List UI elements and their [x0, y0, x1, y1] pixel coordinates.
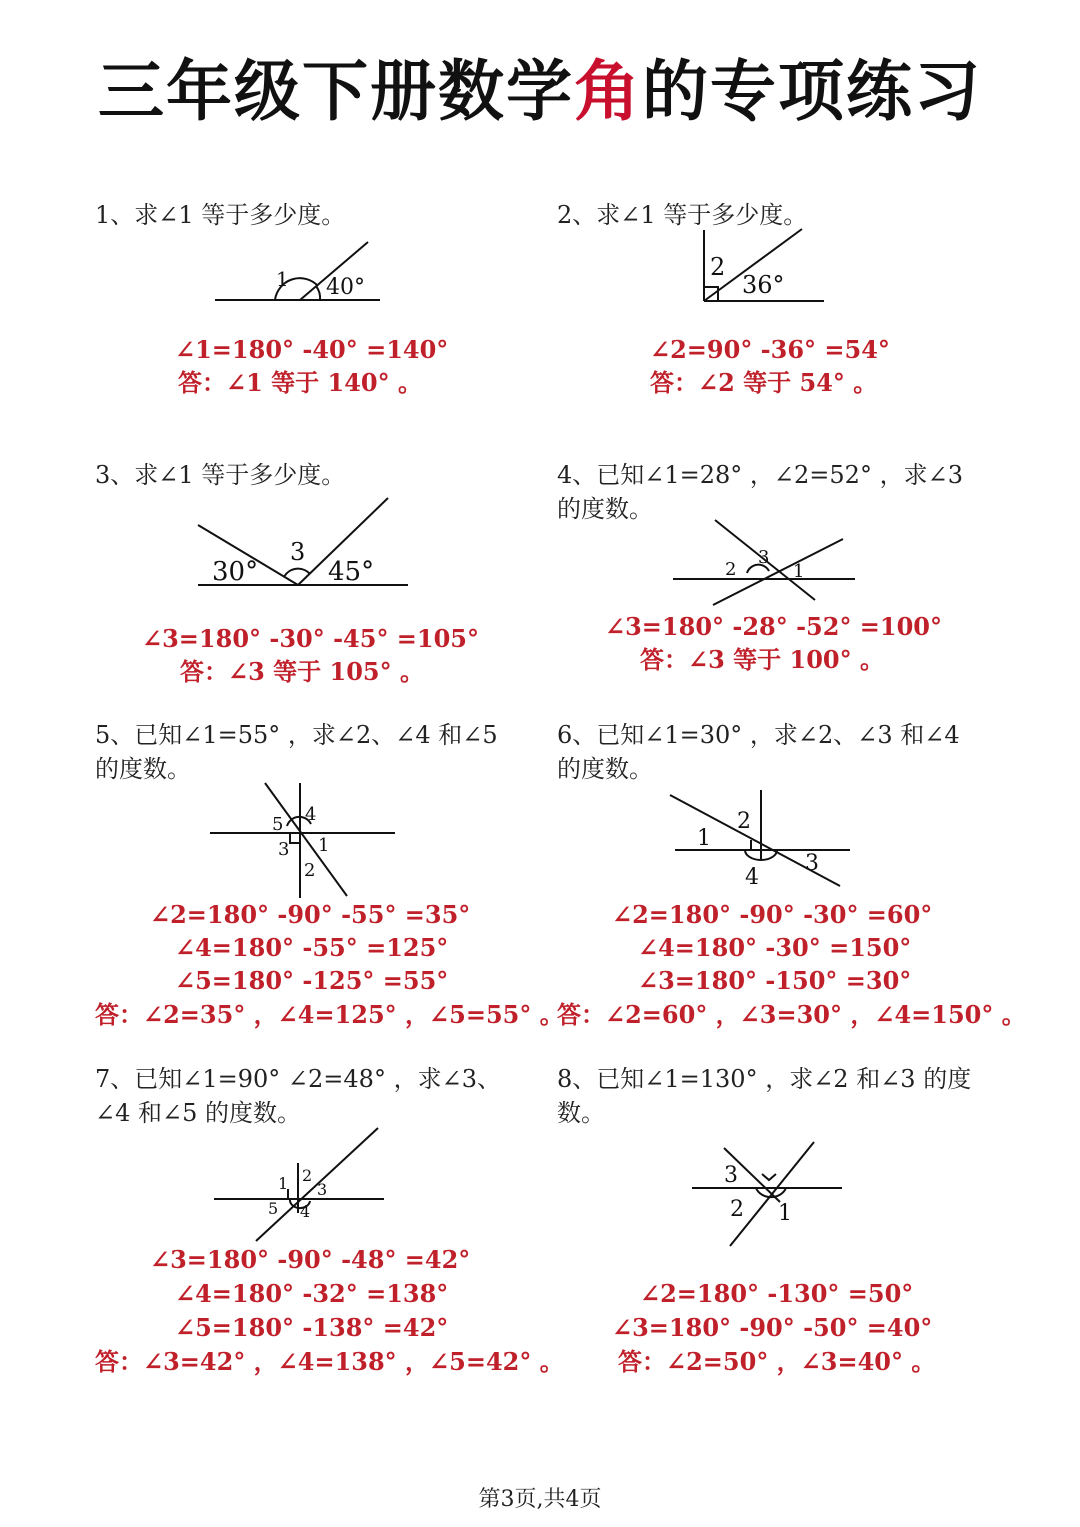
angle-label: 40°	[326, 275, 365, 300]
problem-7-answer-line: ∠5=180° -138° =42°	[175, 1313, 449, 1342]
problem-6-figure	[665, 790, 855, 890]
angle-label: 3	[724, 1163, 738, 1188]
problem-5-question: 5、已知∠1=55° ，求∠2、∠4 和∠5 的度数。	[95, 721, 498, 783]
problem-6-answer-line: ∠3=180° -150° =30°	[638, 966, 912, 995]
angle-label: 3	[805, 851, 819, 876]
right-angle-mark	[288, 1189, 298, 1199]
angle-label: 1	[793, 561, 805, 582]
problem-1-question: 1、求∠1 等于多少度。	[95, 201, 346, 229]
title-highlight: 角	[574, 53, 642, 130]
problem-3-figure	[190, 490, 420, 600]
angle-label: 1	[778, 1201, 792, 1226]
problem-8-figure	[690, 1140, 850, 1250]
angle-label: 3	[317, 1180, 328, 1199]
angle-label: 2	[710, 253, 726, 281]
line-b	[730, 1142, 814, 1246]
problem-1-answer-line: 答：∠1 等于 140° 。	[178, 368, 422, 397]
problem-5-answer-line: 答：∠2=35° ，∠4=125° ，∠5=55° 。	[95, 1000, 564, 1029]
angle-label: 4	[305, 804, 317, 825]
problem-7-answer-line: ∠4=180° -32° =138°	[175, 1279, 449, 1308]
problem-4-question: 4、已知∠1=28° ，∠2=52° ，求∠3 的度数。	[557, 461, 963, 523]
problem-3-question: 3、求∠1 等于多少度。	[95, 461, 346, 489]
problem-3-answer-line: ∠3=180° -30° -45° =105°	[142, 624, 480, 653]
problem-5-answer-line: ∠5=180° -125° =55°	[175, 966, 449, 995]
angle-label: 3	[758, 547, 770, 568]
problem-5-answer-line: ∠4=180° -55° =125°	[175, 933, 449, 962]
angle-label: 2	[730, 1197, 744, 1222]
problem-7-answer-line: 答：∠3=42° ，∠4=138° ，∠5=42° 。	[95, 1347, 564, 1376]
problem-4-answer-line: 答：∠3 等于 100° 。	[640, 645, 884, 674]
angle-arc	[284, 569, 310, 577]
problem-6-question: 6、已知∠1=30° ，求∠2、∠3 和∠4 的度数。	[557, 721, 960, 783]
page-title	[0, 38, 1080, 133]
problem-2-answer-line: ∠2=90° -36° =54°	[650, 335, 890, 364]
problem-3-answer-line: 答：∠3 等于 105° 。	[180, 657, 424, 686]
angle-arc	[316, 286, 320, 300]
problem-2-figure	[690, 225, 840, 310]
angle-label: 5	[268, 1199, 279, 1218]
page-number: 第3页,共4页	[478, 1487, 602, 1512]
angle-label: 2	[737, 809, 751, 834]
angle-label: 1	[276, 267, 289, 291]
angle-label: 1	[278, 1174, 289, 1193]
problem-1-figure	[200, 230, 400, 320]
problem-8-answer-line: ∠3=180° -90° -50° =40°	[612, 1313, 933, 1342]
problem-7-answer-line: ∠3=180° -90° -48° =42°	[150, 1245, 471, 1274]
angle-label: 4	[745, 865, 759, 890]
problem-7-figure	[210, 1125, 390, 1245]
problem-8-answer-line: ∠2=180° -130° =50°	[640, 1279, 914, 1308]
problem-8-question: 8、已知∠1=130° ，求∠2 和∠3 的度数。	[557, 1065, 972, 1127]
problem-2-answer-line: 答：∠2 等于 54° 。	[650, 368, 878, 397]
right-angle-mark	[290, 833, 300, 843]
problem-5-figure	[205, 778, 400, 900]
right-angle-mark	[762, 1174, 776, 1180]
angle-label: 2	[304, 860, 316, 881]
problem-6-answer-line: ∠4=180° -30° =150°	[638, 933, 912, 962]
problem-6-answer-line: ∠2=180° -90° -30° =60°	[612, 900, 933, 929]
angle-label: 3	[290, 538, 306, 566]
problem-6-answer-line: 答：∠2=60° ，∠3=30° ，∠4=150° 。	[557, 1000, 1026, 1029]
angle-label: 36°	[742, 271, 785, 299]
angle-label: 30°	[212, 557, 259, 587]
problem-4-answer-line: ∠3=180° -28° -52° =100°	[605, 612, 943, 641]
title-part-2: 的专项练习	[642, 53, 982, 130]
angle-label: 3	[278, 839, 290, 860]
angle-label: 2	[725, 559, 737, 580]
problem-2-question: 2、求∠1 等于多少度。	[557, 201, 808, 229]
title-part-1: 三年级下册数学	[98, 53, 574, 130]
angle-label: 1	[697, 826, 711, 851]
angle-label: 5	[272, 814, 284, 835]
problem-5-answer-line: ∠2=180° -90° -55° =35°	[150, 900, 471, 929]
angle-label: 45°	[328, 557, 375, 587]
angle-label: 1	[318, 835, 330, 856]
problem-4-figure	[665, 515, 865, 615]
angle-label: 4	[300, 1202, 311, 1221]
problem-7-question: 7、已知∠1=90° ∠2=48° ，求∠3、∠4 和∠5 的度数。	[95, 1065, 501, 1127]
problem-8-answer-line: 答：∠2=50° ，∠3=40° 。	[618, 1347, 936, 1376]
angle-label: 2	[302, 1166, 313, 1185]
problem-1-answer-line: ∠1=180° -40° =140°	[175, 335, 449, 364]
